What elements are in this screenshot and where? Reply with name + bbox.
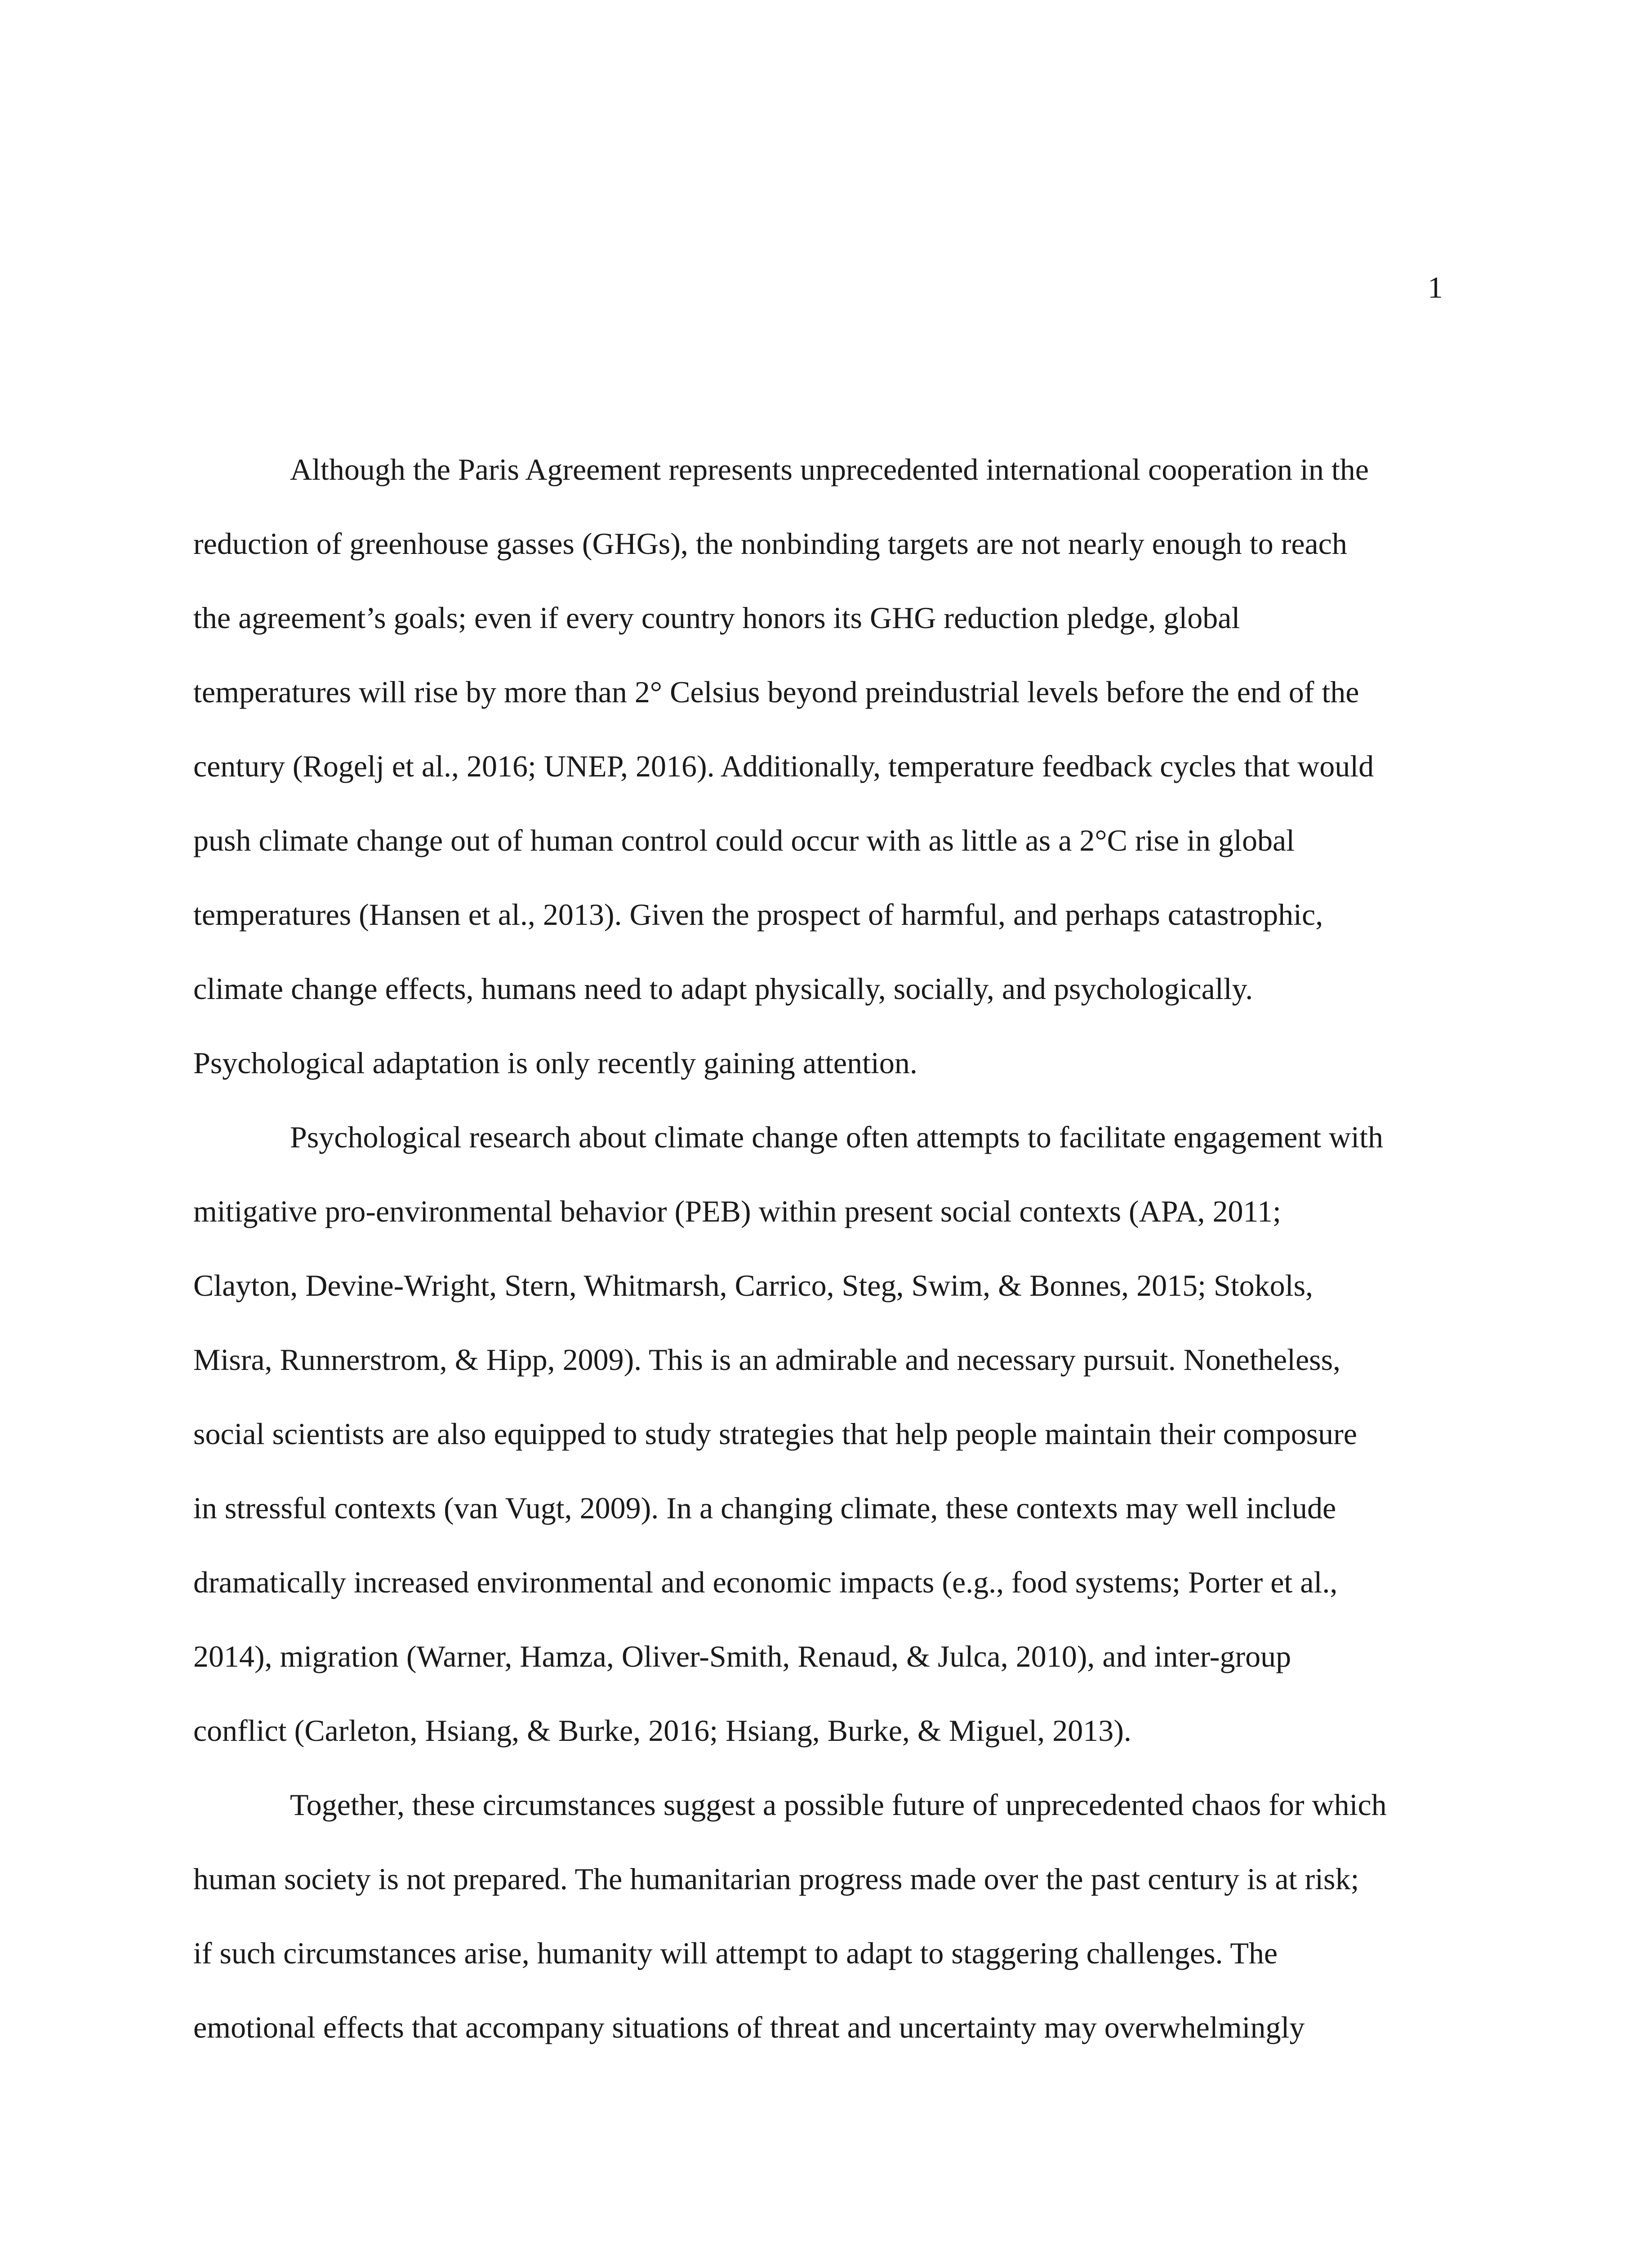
paragraph-3-line: Together, these circumstances suggest a possible future of unprecedented chaos for which — [290, 1788, 1387, 1822]
paragraph-1-line: Although the Paris Agreement represents unprecedented international cooperation in the — [290, 452, 1369, 486]
paragraph-1-line: reduction of greenhouse gasses (GHGs), the nonbinding targets are not nearly enough to reach — [193, 526, 1347, 561]
paragraph-1-line: temperatures will rise by more than 2° Celsius beyond preindustrial levels before the end of the — [193, 675, 1359, 709]
paragraph-1-line: Psychological adaptation is only recently gaining attention. — [193, 1046, 917, 1080]
paragraph-2-line: 2014), migration (Warner, Hamza, Oliver-Smith, Renaud, & Julca, 2010), and inter-group — [193, 1639, 1291, 1673]
paragraph-1-line: century (Rogelj et al., 2016; UNEP, 2016). Additionally, temperature feedback cycles that would — [193, 749, 1374, 783]
paragraph-1-line: temperatures (Hansen et al., 2013). Given the prospect of harmful, and perhaps catastrophic, — [193, 897, 1323, 932]
paragraph-1-line: climate change effects, humans need to adapt physically, socially, and psychologically. — [193, 972, 1253, 1006]
paragraph-2-line: social scientists are also equipped to study strategies that help people maintain their composure — [193, 1417, 1357, 1451]
paragraph-1-line: the agreement’s goals; even if every country honors its GHG reduction pledge, global — [193, 601, 1240, 635]
paragraph-3-line: human society is not prepared. The humanitarian progress made over the past century is at risk; — [193, 1862, 1359, 1896]
paragraph-2-line: Misra, Runnerstrom, & Hipp, 2009). This is an admirable and necessary pursuit. Nonetheless, — [193, 1343, 1341, 1377]
paragraph-3-line: emotional effects that accompany situations of threat and uncertainty may overwhelmingly — [193, 2010, 1305, 2044]
paragraph-2-line: Psychological research about climate change often attempts to facilitate engagement with — [290, 1120, 1383, 1154]
paragraph-2-line: in stressful contexts (van Vugt, 2009). In a changing climate, these contexts may well include — [193, 1491, 1336, 1525]
paragraph-2-line: mitigative pro-environmental behavior (PEB) within present social contexts (APA, 2011; — [193, 1194, 1281, 1228]
paragraph-2-line: conflict (Carleton, Hsiang, & Burke, 2016; Hsiang, Burke, & Miguel, 2013). — [193, 1713, 1131, 1748]
paragraph-3-line: if such circumstances arise, humanity will attempt to adapt to staggering challenges. The — [193, 1936, 1278, 1970]
paragraph-2-line: Clayton, Devine-Wright, Stern, Whitmarsh, Carrico, Steg, Swim, & Bonnes, 2015; Stokols, — [193, 1268, 1314, 1302]
paragraph-2-line: dramatically increased environmental and economic impacts (e.g., food systems; Porter et al., — [193, 1565, 1338, 1599]
page-number: 1 — [1428, 270, 1443, 304]
paragraph-1-line: push climate change out of human control could occur with as little as a 2°C rise in global — [193, 823, 1295, 857]
